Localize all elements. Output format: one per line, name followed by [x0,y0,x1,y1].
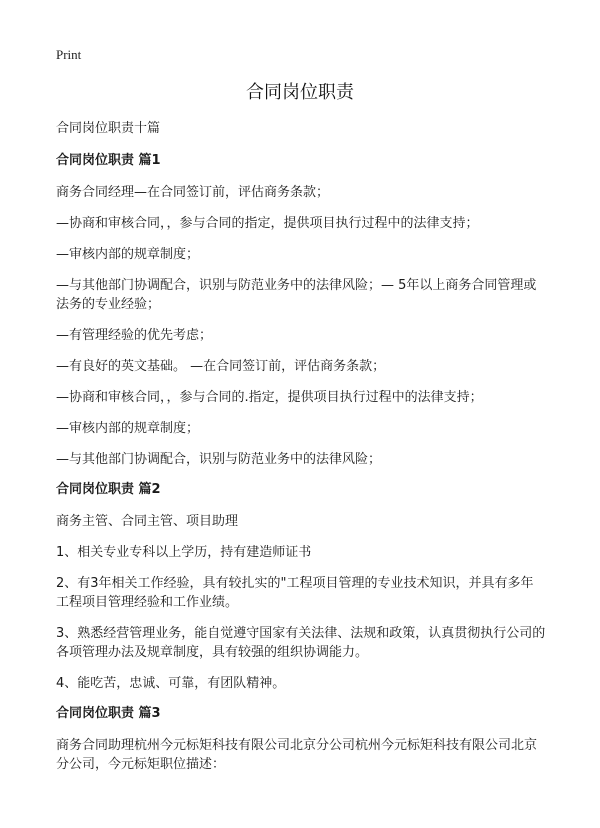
paragraph: 商务合同经理—在合同签订前，评估商务条款； [56,185,330,200]
paragraph: —有管理经验的优先考虑； [56,328,213,343]
paragraph: —审核内部的规章制度； [56,247,200,262]
paragraph: —有良好的英文基础。 —在合同签订前，评估商务条款； [56,359,386,374]
document-body [56,120,546,786]
paragraph: 3、熟悉经营管理业务，能自觉遵守国家有关法律、法规和政策，认真贯彻执行公司的各项管理办法及规章制度，具有较强的组织协调能力。 [56,626,546,660]
paragraph: —协商和审核合同，，参与合同的指定，提供项目执行过程中的法律支持； [56,216,479,231]
paragraph: 商务合同助理杭州今元标矩科技有限公司北京分公司杭州今元标矩科技有限公司北京分公司，今元标矩职位描述： [56,738,538,772]
paragraph: 商务主管、合同主管、项目助理 [56,514,239,529]
print-link[interactable]: Print [56,47,82,62]
section-1 [56,152,546,469]
paragraph: —与其他部门协调配合，识别与防范业务中的法律风险；— 5年以上商务合同管理或法务的专业经验； [56,278,537,312]
paragraph: —审核内部的规章制度； [56,421,200,436]
paragraph: 1、相关专业专科以上学历，持有建造师证书 [56,545,312,560]
document-subtitle: 合同岗位职责十篇 [56,121,161,136]
section-heading: 合同岗位职责 篇3 [56,706,161,721]
page-title: 合同岗位职责 [246,82,354,103]
section-2 [56,481,546,693]
section-heading: 合同岗位职责 篇1 [56,153,161,168]
section-heading: 合同岗位职责 篇2 [56,482,161,497]
section-3 [56,705,546,774]
paragraph: —协商和审核合同，，参与合同的.指定，提供项目执行过程中的法律支持； [56,390,483,405]
paragraph: —与其他部门协调配合，识别与防范业务中的法律风险； [56,452,382,467]
paragraph: 2、有3年相关工作经验，具有较扎实的"工程项目管理的专业技术知识，并具有多年工程项目管理经验和工作业绩。 [56,576,534,610]
paragraph: 4、能吃苦，忠诚、可靠，有团队精神。 [56,676,286,691]
